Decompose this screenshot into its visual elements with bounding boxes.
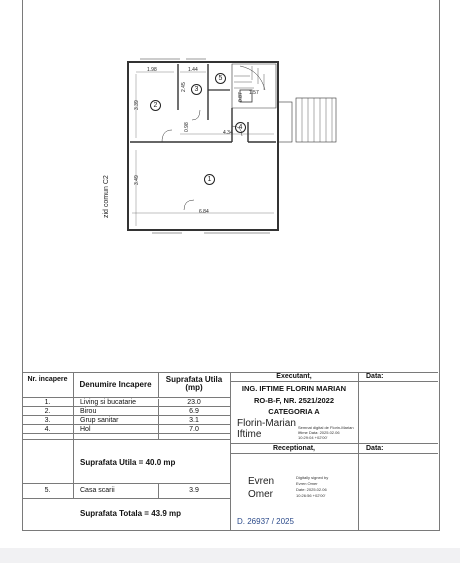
header-data: Data: (366, 373, 384, 380)
vdim-4: 0.98 (184, 122, 190, 132)
total-suprafata: Suprafata Totala = 43.9 mp (80, 509, 181, 518)
header-suprafata: Suprafata Utila (mp) (165, 375, 223, 392)
executant-signature-note: Semnat digital de Florin-Marian Iftime Data: 2025.02.06 10:29:04 +02'00' (298, 425, 354, 440)
dim-3: 1.57 (249, 90, 259, 96)
receptionat-signature-last: Omer (248, 489, 273, 500)
room-number-2: 2 (150, 100, 161, 111)
header-receptionat: Receptionat, (272, 445, 315, 452)
row-3-name: Grup sanitar (80, 417, 119, 424)
row-4-name: Hol (80, 426, 91, 433)
bottom-strip (0, 548, 460, 563)
dim-1: 1.98 (147, 67, 157, 73)
row-5-name: Casa scarii (80, 487, 115, 494)
row-1-area: 23.0 (187, 399, 201, 406)
executant-license: RO-B-F, NR. 2521/2022 (253, 396, 335, 405)
row-3-area: 3.1 (189, 417, 199, 424)
receptionat-signature-first: Evren (248, 476, 275, 487)
dim-2: 1.44 (188, 67, 198, 73)
vdim-3: 0.87 (238, 92, 244, 102)
total-utila: Suprafata Utila = 40.0 mp (80, 458, 176, 467)
executant-name: ING. IFTIME FLORIN MARIAN (241, 384, 347, 393)
row-5-area: 3.9 (189, 487, 199, 494)
header-nr: Nr. incapere (27, 376, 68, 383)
receptionat-sig-line-3: Date: 2025.02.06 (296, 487, 327, 492)
receptionat-sig-line-1: Digitally signed by (296, 475, 329, 480)
room-number-4: 4 (235, 122, 246, 133)
executant-signature-name: Florin-Marian Iftime (237, 418, 296, 440)
room-number-1: 1 (204, 174, 215, 185)
header-denumire: Denumire Incapere (79, 380, 152, 389)
executant-category: CATEGORIA A (268, 407, 320, 416)
row-4-area: 7.0 (189, 426, 199, 433)
vdim-5: 3.49 (134, 175, 140, 185)
document-number: D. 26937 / 2025 (237, 517, 294, 526)
dim-5: 6.84 (199, 209, 209, 215)
receptionat-sig-line-2: Evren Omer (296, 481, 318, 486)
row-2-area: 6.9 (189, 408, 199, 415)
room-number-5: 5 (215, 73, 226, 84)
row-2-name: Birou (80, 408, 97, 415)
row-2-nr: 2. (44, 408, 51, 415)
header-data-2: Data: (366, 445, 384, 452)
vdim-1: 3.39 (134, 100, 140, 110)
floor-plan (100, 50, 350, 240)
vdim-2: 2.45 (181, 82, 187, 92)
rooms-table (22, 372, 438, 531)
header-executant: Executant, (276, 373, 312, 380)
wall-label: zid comun C2 (103, 175, 110, 218)
room-number-3: 3 (191, 84, 202, 95)
row-4-nr: 4. (44, 426, 51, 433)
row-1-nr: 1. (44, 399, 51, 406)
row-3-nr: 3. (44, 417, 51, 424)
receptionat-sig-line-4: 10:26:56 +02'00' (296, 493, 326, 498)
row-1-name: Living si bucatarie (80, 399, 137, 406)
row-5-nr: 5. (44, 487, 51, 494)
dim-4: 4.34 (223, 130, 233, 136)
